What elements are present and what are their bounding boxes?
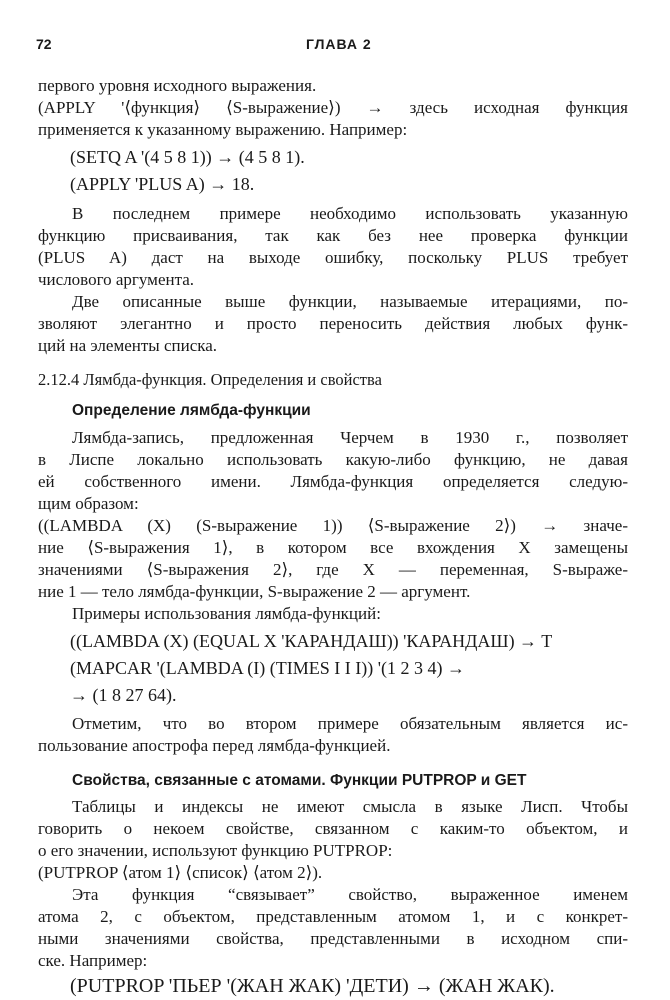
- text-line: ние ⟨S-выражения 1⟩, в котором все вхождения X замещены: [38, 538, 628, 557]
- text-line: (PLUS A) даст на выходе ошибку, поскольку PLUS требует: [38, 248, 628, 267]
- text-line: (PUTPROP ⟨атом 1⟩ ⟨список⟩ ⟨атом 2⟩).: [38, 863, 323, 882]
- text-line: применяется к указанному выражению. Например:: [38, 120, 408, 139]
- chapter-title: ГЛАВА 2: [306, 36, 372, 52]
- text-line: значениями ⟨S-выражения 2⟩, где X — переменная, S-выраже-: [38, 560, 628, 579]
- section-heading: 2.12.4 Лямбда-функция. Определения и свойства: [38, 370, 382, 389]
- text-line: Примеры использования лямбда-функций:: [72, 604, 381, 623]
- page-number: 72: [36, 36, 52, 52]
- text-line: числового аргумента.: [38, 270, 195, 289]
- text-line: пользование апострофа перед лямбда-функцией.: [38, 736, 391, 755]
- code-example: (PUTPROP 'ПЬЕР '(ЖАН ЖАК) 'ДЕТИ) → (ЖАН ЖАК).: [70, 975, 555, 997]
- text-line: В последнем примере необходимо использовать указанную: [72, 204, 628, 223]
- text-line: атома 2, с объектом, представленным атомом 1, и с конкрет-: [38, 907, 628, 926]
- subsection-heading: Определение лямбда-функции: [72, 402, 311, 419]
- text-line: зволяют элегантно и просто переносить действия любых функ-: [38, 314, 628, 333]
- text-line: ными значениями свойства, представленными в исходном спи-: [38, 929, 628, 948]
- text-line: ций на элементы списка.: [38, 336, 218, 355]
- code-example: (SETQ A '(4 5 8 1)) → (4 5 8 1).: [70, 147, 305, 167]
- code-example: (APPLY 'PLUS A) → 18.: [70, 174, 255, 194]
- text-line: ей собственного имени. Лямбда-функция определяется следую-: [38, 472, 628, 491]
- text-line: Эта функция “связывает” свойство, выраженное именем: [72, 885, 628, 904]
- text-line: о его значении, используют функцию PUTPROP:: [38, 841, 393, 860]
- text-line: ((LAMBDA (X) (S-выражение 1)) ⟨S-выражение 2⟩) → значе-: [38, 516, 628, 535]
- text-line: первого уровня исходного выражения.: [38, 76, 317, 95]
- text-line: функцию присваивания, так как без нее проверка функции: [38, 226, 628, 245]
- code-example: ((LAMBDA (X) (EQUAL X 'КАРАНДАШ)) 'КАРАНДАШ) → T: [70, 631, 553, 651]
- text-line: в Лиспе локально использовать какую-либо функцию, не давая: [38, 450, 628, 469]
- text-line: говорить о некоем свойстве, связанном с каким-то объектом, и: [38, 819, 628, 838]
- code-example: (MAPCAR '(LAMBDA (I) (TIMES I I I)) '(1 2 3 4) →: [70, 658, 465, 678]
- text-line: ске. Например:: [38, 951, 148, 970]
- text-line: Две описанные выше функции, называемые итерациями, по-: [72, 292, 628, 311]
- text-line: Лямбда-запись, предложенная Черчем в 1930 г., позволяет: [72, 428, 628, 447]
- code-example: → (1 8 27 64).: [70, 685, 177, 705]
- page-header: [36, 36, 626, 58]
- text-line: (APPLY '⟨функция⟩ ⟨S-выражение⟩) → здесь исходная функция: [38, 98, 628, 117]
- text-line: ние 1 — тело лямбда-функции, S-выражение 2 — аргумент.: [38, 582, 471, 601]
- text-line: Отметим, что во втором примере обязательным является ис-: [72, 714, 628, 733]
- text-line: Таблицы и индексы не имеют смысла в языке Лисп. Чтобы: [72, 797, 628, 816]
- text-line: щим образом:: [38, 494, 139, 513]
- subsection-heading: Свойства, связанные с атомами. Функции PUTPROP и GET: [72, 772, 527, 789]
